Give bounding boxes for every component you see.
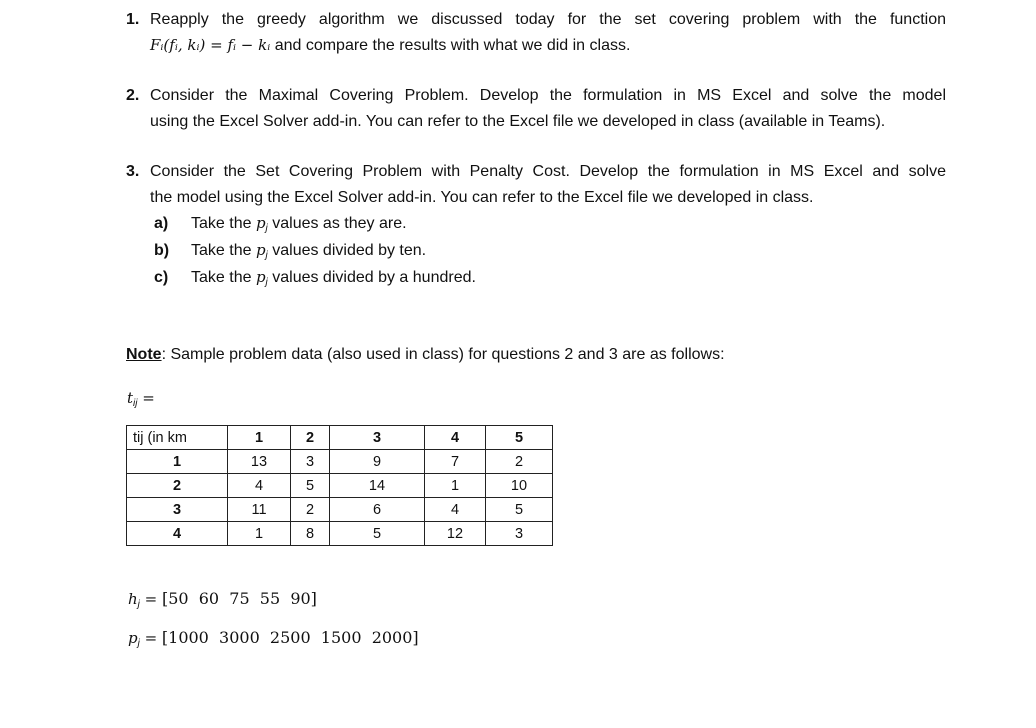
table-cell: 6 bbox=[330, 498, 425, 522]
table-col-header: 2 bbox=[291, 426, 330, 450]
table-col-header: 4 bbox=[425, 426, 486, 450]
question-1-formula: Fᵢ(fᵢ, kᵢ) = fᵢ − kᵢ bbox=[150, 35, 271, 54]
hj-vector bbox=[128, 589, 317, 610]
tij-sub: ij bbox=[133, 398, 138, 409]
note-label: Note bbox=[126, 346, 162, 363]
pj-sub: j bbox=[137, 638, 140, 649]
table-cell: 10 bbox=[486, 474, 553, 498]
subitem-c-var: p bbox=[255, 268, 266, 286]
question-2 bbox=[126, 83, 946, 134]
tij-equals: = bbox=[142, 389, 155, 407]
subitem-b-pre: Take the bbox=[191, 242, 252, 259]
subitem-b-label: b) bbox=[154, 242, 170, 259]
hj-value: [50 60 75 55 90] bbox=[161, 589, 317, 608]
table-cell: 2 bbox=[486, 450, 553, 474]
subitem-c-post: values divided by a hundred. bbox=[272, 269, 476, 286]
subitem-a-pre: Take the bbox=[191, 215, 252, 232]
question-2-line-2: using the Excel Solver add-in. You can refer to the Excel file we developed in class (available in Teams). bbox=[150, 112, 886, 130]
table-row-header: 3 bbox=[127, 498, 228, 522]
subitem-c-pre: Take the bbox=[191, 269, 252, 286]
question-1 bbox=[126, 7, 946, 58]
subitem-a-sub: j bbox=[265, 223, 268, 234]
table-cell: 1 bbox=[425, 474, 486, 498]
table-cell: 8 bbox=[291, 522, 330, 546]
note-line bbox=[126, 346, 725, 364]
table-cell: 1 bbox=[228, 522, 291, 546]
table-cell: 5 bbox=[486, 498, 553, 522]
subitem-c-label: c) bbox=[154, 269, 169, 286]
table-row-header: 4 bbox=[127, 522, 228, 546]
table-cell: 11 bbox=[228, 498, 291, 522]
table-cell: 2 bbox=[291, 498, 330, 522]
table-col-header: 5 bbox=[486, 426, 553, 450]
pj-var: p bbox=[128, 629, 138, 647]
tij-var: t bbox=[127, 389, 134, 407]
hj-equals: = bbox=[144, 590, 158, 608]
subitem-c-sub: j bbox=[265, 277, 268, 288]
question-1-number: 1. bbox=[126, 11, 140, 28]
question-2-number: 2. bbox=[126, 87, 140, 104]
hj-var: h bbox=[128, 590, 138, 608]
pj-vector bbox=[128, 628, 419, 649]
subitem-a-var: p bbox=[255, 214, 266, 232]
table-row-header: 1 bbox=[127, 450, 228, 474]
table-cell: 9 bbox=[330, 450, 425, 474]
table-cell: 5 bbox=[291, 474, 330, 498]
subitem-b-sub: j bbox=[265, 250, 268, 261]
question-1-line-1: Reapply the greedy algorithm we discussed today for the set covering problem with the function bbox=[150, 11, 946, 28]
distance-table bbox=[126, 425, 553, 546]
question-1-line-2: and compare the results with what we did in class. bbox=[274, 36, 631, 54]
tij-label bbox=[127, 388, 155, 409]
subitem-c bbox=[150, 264, 946, 291]
subitem-a-label: a) bbox=[154, 215, 169, 232]
question-3-line-2: the model using the Excel Solver add-in. You can refer to the Excel file we developed in class. bbox=[150, 188, 814, 206]
table-cell: 5 bbox=[330, 522, 425, 546]
table-cell: 4 bbox=[228, 474, 291, 498]
table-row-header: 2 bbox=[127, 474, 228, 498]
question-3-line-1: Consider the Set Covering Problem with Penalty Cost. Develop the formulation in MS Excel and solve bbox=[150, 163, 946, 180]
hj-sub: j bbox=[137, 599, 140, 610]
table-col-header: 3 bbox=[330, 426, 425, 450]
pj-equals: = bbox=[144, 629, 158, 647]
table-cell: 4 bbox=[425, 498, 486, 522]
table-cell: 12 bbox=[425, 522, 486, 546]
table-cell: 3 bbox=[486, 522, 553, 546]
question-3-subitems bbox=[150, 210, 946, 291]
subitem-a-post: values as they are. bbox=[272, 215, 407, 232]
table-row bbox=[127, 522, 553, 546]
table-cell: 14 bbox=[330, 474, 425, 498]
pj-value: [1000 3000 2500 1500 2000] bbox=[161, 628, 419, 647]
table-row bbox=[127, 450, 553, 474]
note-text: : Sample problem data (also used in class) for questions 2 and 3 are as follows: bbox=[161, 346, 725, 363]
table-cell: 7 bbox=[425, 450, 486, 474]
table-header-row bbox=[127, 426, 553, 450]
table-corner: tij (in km bbox=[127, 426, 228, 450]
table-col-header: 1 bbox=[228, 426, 291, 450]
table-row bbox=[127, 474, 553, 498]
question-3-number: 3. bbox=[126, 163, 140, 180]
question-3 bbox=[126, 159, 946, 291]
subitem-a bbox=[150, 210, 946, 237]
subitem-b bbox=[150, 237, 946, 264]
question-2-line-1: Consider the Maximal Covering Problem. Develop the formulation in MS Excel and solve the model bbox=[150, 87, 946, 104]
subitem-b-post: values divided by ten. bbox=[272, 242, 427, 259]
table-cell: 3 bbox=[291, 450, 330, 474]
table-row bbox=[127, 498, 553, 522]
subitem-b-var: p bbox=[255, 241, 266, 259]
table-cell: 13 bbox=[228, 450, 291, 474]
